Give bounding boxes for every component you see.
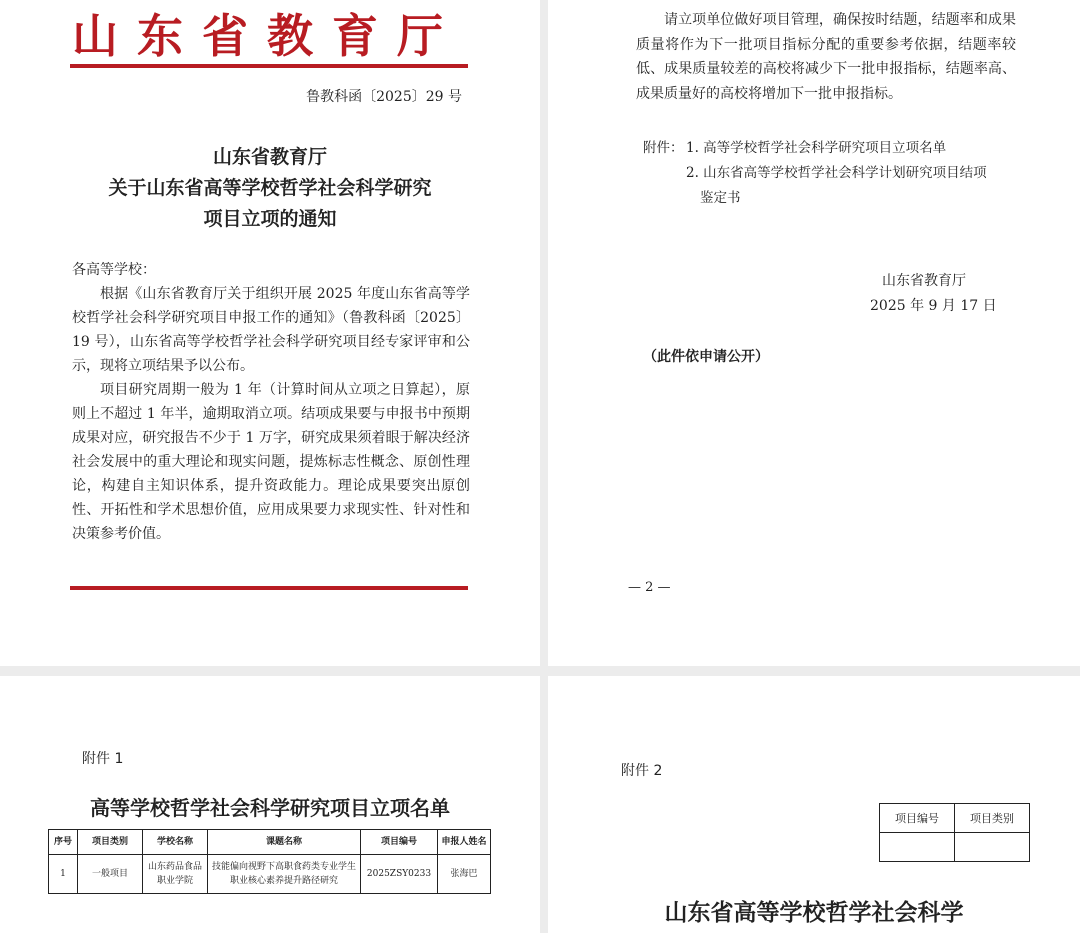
page-annex-2 [548,676,1080,933]
letterhead-red-line [70,64,468,68]
letterhead-title: 山东省教育厅 [72,9,462,63]
cell-school: 山东药品食品职业学院 [143,855,208,894]
box-header-project-category: 项目类别 [955,804,1030,833]
annex-1-label: 附件 1 [82,751,124,767]
header-applicant: 申报人姓名 [438,830,491,855]
notice-title-line-2: 关于山东省高等学校哲学社会科学研究 [108,177,432,199]
header-project-number: 项目编号 [361,830,438,855]
body-paragraph-1: 根据《山东省教育厅关于组织开展 2025 年度山东省高等学校哲学社会科学研究项目申报工作的通知》（鲁教科函〔2025〕19 号），山东省高等学校哲学社会科学研究项目经专家评审和公示，现将立项结果予以公布。 [72,286,470,374]
box-empty-cell [880,833,955,862]
attachment-item-2-cont: 鉴定书 [700,190,741,206]
cell-applicant: 张海巴 [438,855,491,894]
attachment-item-1: 1. 高等学校哲学社会科学研究项目立项名单 [686,140,947,156]
page-notice [0,0,540,666]
project-list-table [48,829,491,894]
signature-org: 山东省教育厅 [882,273,966,289]
page-number: — 2 — [628,580,671,595]
annex-2-title: 山东省高等学校哲学社会科学 [664,899,964,926]
notice-body [72,258,470,546]
body-paragraph-2: 项目研究周期一般为 1 年（计算时间从立项之日算起），原则上不超过 1 年半，逾期取消立项。结项成果要与申报书中预期成果对应，研究报告不少于 1 万字，研究成果须着眼于解决经济社会发展中的重大理论和现实问题，提炼标志性概念、原创性理论，构建自主知识体系，提升资政能力。理论成果要突出原创性、开拓性和学术思想价值，应用成果要力求现实性、针对性和决策参考价值。 [72,382,470,542]
header-serial: 序号 [49,830,78,855]
salutation: 各高等学校： [72,262,156,278]
document-number: 鲁教科函〔2025〕29 号 [306,89,462,105]
signature-date: 2025 年 9 月 17 日 [870,298,997,314]
cell-category: 一般项目 [78,855,143,894]
page-annex-1 [0,676,540,933]
cell-topic: 技能偏向视野下高职食药类专业学生职业核心素养提升路径研究 [208,855,361,894]
table-header-row [49,830,491,855]
cell-serial: 1 [49,855,78,894]
header-topic: 课题名称 [208,830,361,855]
box-header-project-number: 项目编号 [880,804,955,833]
cell-project-number: 2025ZSY0233 [361,855,438,894]
project-id-box [879,803,1030,862]
public-note: （此件依申请公开） [643,349,769,365]
annex-1-title: 高等学校哲学社会科学研究项目立项名单 [90,796,450,820]
notice-title-line-3: 项目立项的通知 [203,208,337,230]
box-empty-cell [955,833,1030,862]
attachment-item-2: 2. 山东省高等学校哲学社会科学计划研究项目结项 [686,165,987,181]
header-category: 项目类别 [78,830,143,855]
header-school: 学校名称 [143,830,208,855]
body-paragraph-3: 请立项单位做好项目管理，确保按时结题，结题率和成果质量将作为下一批项目指标分配的重要参考依据，结题率较低、成果质量较差的高校将减少下一批申报指标，结题率高、成果质量好的高校将增加下一批申报指标。 [636,12,1016,102]
footer-red-line [70,586,468,590]
attachment-label: 附件： [643,140,684,156]
annex-2-label: 附件 2 [621,763,663,779]
table-row [49,855,491,894]
page-notice-continued [548,0,1080,666]
notice-title-line-1: 山东省教育厅 [212,146,327,168]
